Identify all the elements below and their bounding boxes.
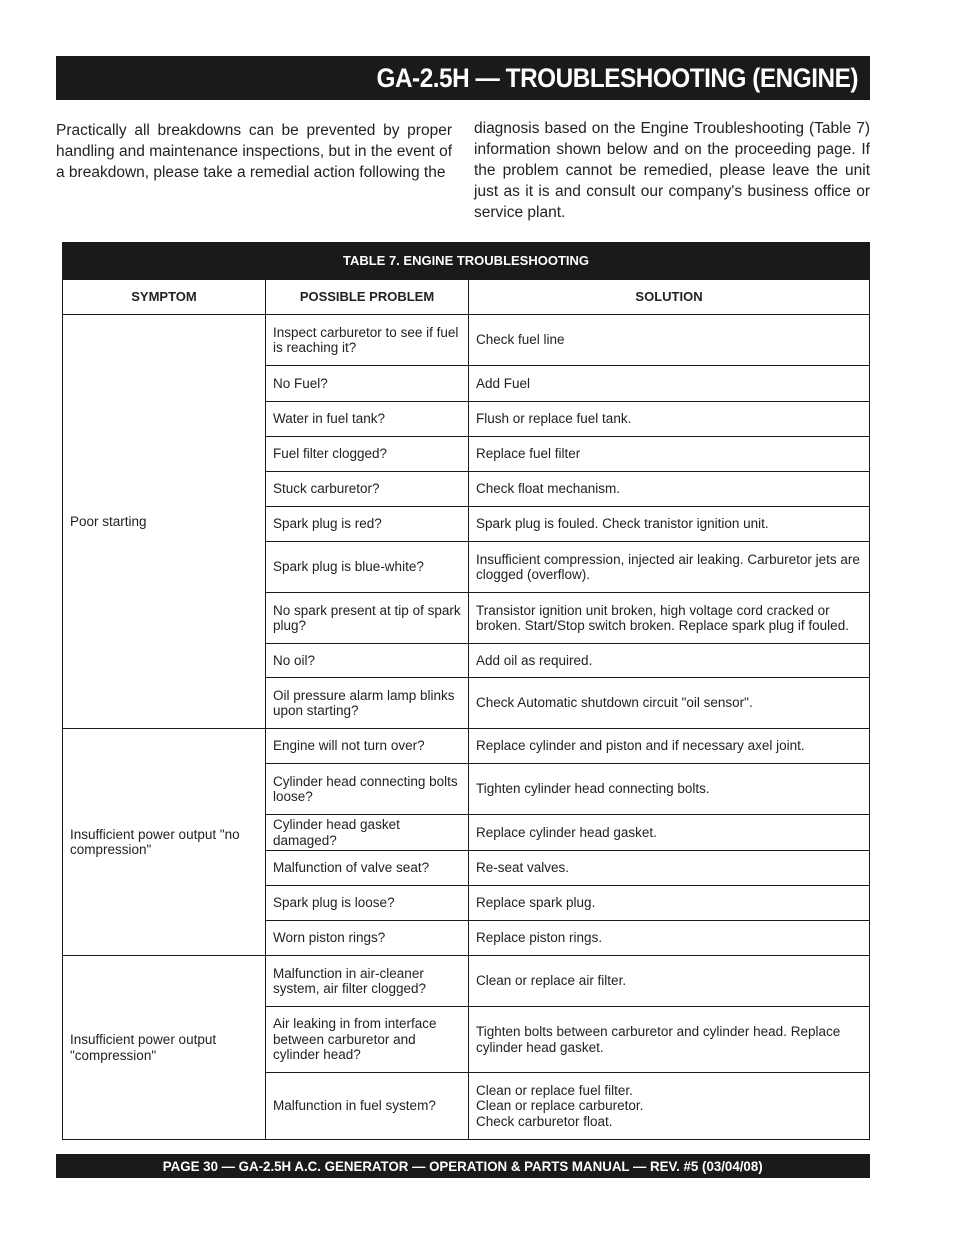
column-header-solution: SOLUTION [469,280,870,315]
symptom-cell: Insufficient power output "compression" [63,956,266,1140]
problem-cell: Fuel filter clogged? [266,437,469,472]
table-row [63,729,870,764]
table-body [63,315,870,1140]
symptom-cell: Insufficient power output "no compression" [63,729,266,956]
problem-cell: Oil pressure alarm lamp blinks upon starting? [266,678,469,729]
problem-cell: No oil? [266,644,469,678]
problem-cell: Malfunction in air-cleaner system, air filter clogged? [266,956,469,1007]
problem-cell: Malfunction of valve seat? [266,851,469,886]
solution-cell: Insufficient compression, injected air leaking. Carburetor jets are clogged (overflow). [469,542,870,593]
solution-cell: Spark plug is fouled. Check tranistor ignition unit. [469,507,870,542]
problem-cell: Worn piston rings? [266,921,469,956]
page-footer [56,1154,870,1178]
solution-cell: Tighten cylinder head connecting bolts. [469,764,870,815]
problem-cell: Inspect carburetor to see if fuel is reaching it? [266,315,469,366]
problem-cell: Spark plug is blue-white? [266,542,469,593]
solution-cell: Check fuel line [469,315,870,366]
problem-cell: Spark plug is red? [266,507,469,542]
solution-cell: Transistor ignition unit broken, high voltage cord cracked or broken. Start/Stop switch broken. Replace spark plug if fouled. [469,593,870,644]
problem-cell: Cylinder head connecting bolts loose? [266,764,469,815]
solution-cell: Clean or replace air filter. [469,956,870,1007]
solution-cell: Check Automatic shutdown circuit "oil sensor". [469,678,870,729]
column-header-possible-problem: POSSIBLE PROBLEM [266,280,469,315]
column-header-symptom: SYMPTOM [63,280,266,315]
footer-text: PAGE 30 — GA-2.5H A.C. GENERATOR — OPERATION & PARTS MANUAL — REV. #5 (03/04/08) [163,1158,763,1174]
solution-cell: Add oil as required. [469,644,870,678]
page-title-bar [56,56,870,100]
problem-cell: No spark present at tip of spark plug? [266,593,469,644]
solution-cell: Replace cylinder and piston and if necessary axel joint. [469,729,870,764]
problem-cell: Cylinder head gasket damaged? [266,815,469,851]
intro-paragraph-left: Practically all breakdowns can be prevented by proper handling and maintenance inspections, but in the event of a breakdown, please take a remedial action following the [56,122,452,181]
problem-cell: Stuck carburetor? [266,472,469,507]
page-title: GA-2.5H — TROUBLESHOOTING (ENGINE) [376,62,858,93]
solution-cell: Flush or replace fuel tank. [469,402,870,437]
problem-cell: Air leaking in from interface between carburetor and cylinder head? [266,1007,469,1073]
table-caption: TABLE 7. ENGINE TROUBLESHOOTING [63,243,870,280]
solution-cell: Replace piston rings. [469,921,870,956]
problem-cell: Spark plug is loose? [266,886,469,921]
solution-cell: Tighten bolts between carburetor and cylinder head. Replace cylinder head gasket. [469,1007,870,1073]
problem-cell: Malfunction in fuel system? [266,1073,469,1140]
problem-cell: No Fuel? [266,366,469,402]
solution-cell: Replace spark plug. [469,886,870,921]
intro-paragraph-right: diagnosis based on the Engine Troubleshooting (Table 7) information shown below and on the proceeding page. If the problem cannot be remedied, please leave the unit just as it is and consult our company's business office or service plant. [474,120,870,221]
solution-cell: Clean or replace fuel filter. Clean or replace carburetor. Check carburetor float. [469,1073,870,1140]
engine-troubleshooting-table [62,242,870,1140]
solution-cell: Replace fuel filter [469,437,870,472]
solution-cell: Check float mechanism. [469,472,870,507]
solution-cell: Add Fuel [469,366,870,402]
problem-cell: Engine will not turn over? [266,729,469,764]
solution-cell: Replace cylinder head gasket. [469,815,870,851]
problem-cell: Water in fuel tank? [266,402,469,437]
solution-cell: Re-seat valves. [469,851,870,886]
symptom-cell: Poor starting [63,315,266,729]
table-row [63,315,870,366]
table-row [63,956,870,1007]
